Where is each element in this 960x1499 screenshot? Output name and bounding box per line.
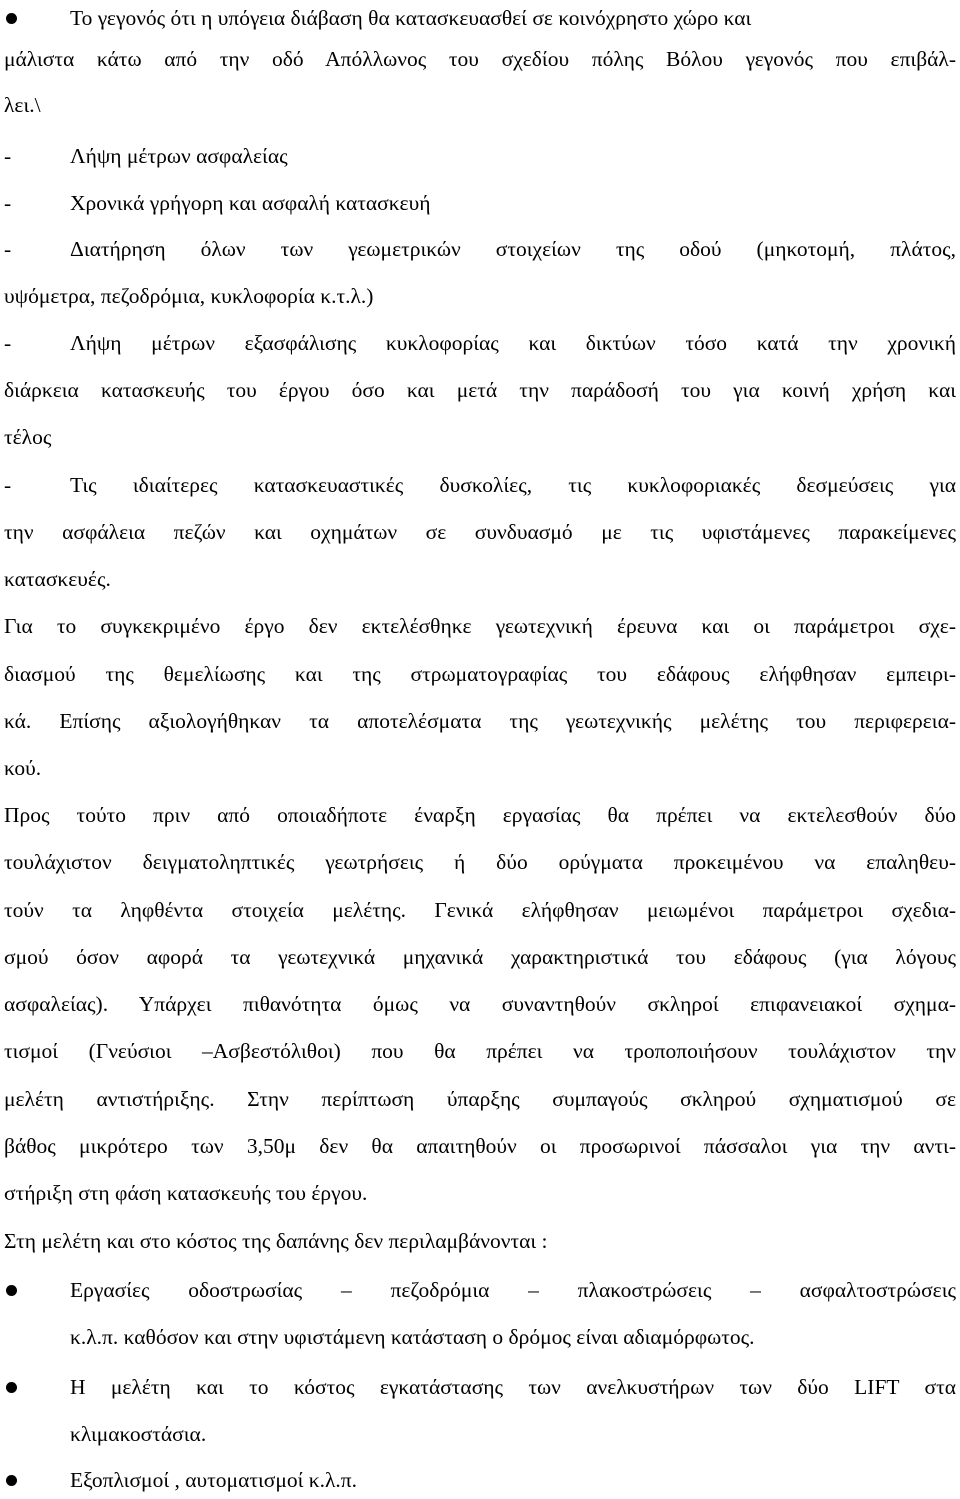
- paragraph-2-line: ασφαλείας). Υπάρχει πιθανότητα όμως να συναντηθούν σκληροί επιφανειακοί σχημα-: [4, 992, 956, 1016]
- paragraph-line: [0, 1084, 960, 1114]
- paragraph-1-line: διασμού της θεμελίωσης και της στρωματογραφίας του εδάφους ελήφθησαν εμπειρι-: [4, 662, 956, 686]
- dash-item-text: Τις ιδιαίτερες κατασκευαστικές δυσκολίες, τις κυκλοφοριακές δεσμεύσεις για: [70, 473, 956, 497]
- paragraph-2-line: βάθος μικρότερο των 3,50μ δεν θα απαιτηθούν οι προσωρινοί πάσσαλοι για την αντι-: [4, 1134, 956, 1158]
- paragraph-1-line: Για το συγκεκριμένο έργο δεν εκτελέσθηκε γεωτεχνική έρευνα και οι παράμετροι σχε-: [4, 614, 956, 638]
- bullet-icon: [6, 1382, 17, 1393]
- dash-item-text: Χρονικά γρήγορη και ασφαλή κατασκευή: [70, 191, 431, 215]
- dash-marker: -: [4, 473, 12, 497]
- paragraph-line: [0, 281, 960, 311]
- bullet-icon: [6, 13, 17, 24]
- exclusion-item-text: Εργασίες οδοστρωσίας – πεζοδρόμια – πλακοστρώσεις – ασφαλτοστρώσεις: [70, 1278, 956, 1302]
- paragraph-line: [0, 1419, 960, 1449]
- paragraph-line: [0, 422, 960, 452]
- paragraph-line: [0, 1322, 960, 1352]
- exclusion-item: [0, 1275, 960, 1305]
- exclusions-heading: Στη μελέτη και στο κόστος της δαπάνης δεν περιλαμβάνονται :: [4, 1229, 548, 1253]
- dash-marker: -: [4, 237, 12, 261]
- bullet-item-1: [0, 3, 960, 33]
- dash-item: [0, 470, 960, 500]
- paragraph-2-line: τουλάχιστον δειγματοληπτικές γεωτρήσεις ή δύο ορύγματα προκειμένου να επαληθευ-: [4, 850, 956, 874]
- paragraph-line: [0, 800, 960, 830]
- dash-item-text: Λήψη μέτρων ασφαλείας: [70, 144, 288, 168]
- bullet-item-text: Το γεγονός ότι η υπόγεια διάβαση θα κατασκευασθεί σε κοινόχρηστο χώρο και: [70, 6, 752, 30]
- paragraph-1-line: κού.: [4, 756, 42, 780]
- dash-item-text-continued: υψόμετρα, πεζοδρόμια, κυκλοφορία κ.τ.λ.): [4, 284, 374, 308]
- paragraph-line: [0, 1178, 960, 1208]
- paragraph-line: [0, 1131, 960, 1161]
- paragraph-line: [0, 517, 960, 547]
- bullet-item-text-continued: μάλιστα κάτω από την οδό Απόλλωνος του σχεδίου πόλης Βόλου γεγονός που επιβάλ-: [4, 47, 956, 71]
- paragraph-2-line: Προς τούτο πριν από οποιαδήποτε έναρξη εργασίας θα πρέπει να εκτελεσθούν δύο: [4, 803, 956, 827]
- dash-marker: -: [4, 331, 12, 355]
- dash-item-text: Λήψη μέτρων εξασφάλισης κυκλοφορίας και δικτύων τόσο κατά την χρονική: [70, 331, 956, 355]
- paragraph-line: [0, 375, 960, 405]
- paragraph-1-line: κά. Επίσης αξιολογήθηκαν τα αποτελέσματα της γεωτεχνικής μελέτης του περιφερεια-: [4, 709, 956, 733]
- bullet-icon: [6, 1285, 17, 1296]
- dash-item-text-continued: την ασφάλεια πεζών και οχημάτων σε συνδυασμό με τις υφιστάμενες παρακείμενες: [4, 520, 956, 544]
- exclusion-item-text: Η μελέτη και το κόστος εγκατάστασης των ανελκυστήρων των δύο LIFT στα: [70, 1375, 956, 1399]
- dash-item-text-continued: διάρκεια κατασκευής του έργου όσο και μετά την παράδοσή του για κοινή χρήση και: [4, 378, 956, 402]
- paragraph-line: [0, 90, 960, 120]
- paragraph-line: [0, 611, 960, 641]
- exclusion-item-text-continued: κλιμακοστάσια.: [70, 1422, 207, 1446]
- dash-item-text: Διατήρηση όλων των γεωμετρικών στοιχείων της οδού (μηκοτομή, πλάτος,: [70, 237, 956, 261]
- paragraph-line: [0, 706, 960, 736]
- paragraph-line: [0, 1036, 960, 1066]
- dash-item-text-continued: κατασκευές.: [4, 567, 111, 591]
- dash-item: [0, 328, 960, 358]
- paragraph-line: [0, 847, 960, 877]
- paragraph-2-line: μελέτη αντιστήριξης. Στην περίπτωση ύπαρξης συμπαγούς σκληρού σχηματισμού σε: [4, 1087, 956, 1111]
- paragraph-line: [0, 1226, 960, 1256]
- paragraph-line: [0, 753, 960, 783]
- dash-item: [0, 141, 960, 171]
- paragraph-line: [0, 564, 960, 594]
- paragraph-line: [0, 44, 960, 74]
- paragraph-line: [0, 895, 960, 925]
- dash-marker: -: [4, 191, 12, 215]
- paragraph-2-line: τισμοί (Γνεύσιοι –Ασβεστόλιθοι) που θα πρέπει να τροποποιήσουν τουλάχιστον την: [4, 1039, 956, 1063]
- exclusion-item: [0, 1465, 960, 1495]
- exclusion-item-text-continued: κ.λ.π. καθόσον και στην υφιστάμενη κατάσταση ο δρόμος είναι αδιαμόρφωτος.: [70, 1325, 755, 1349]
- exclusion-item-text: Εξοπλισμοί , αυτοματισμοί κ.λ.π.: [70, 1468, 358, 1492]
- dash-item-text-continued: τέλος: [4, 425, 52, 449]
- dash-item: [0, 234, 960, 264]
- paragraph-line: [0, 659, 960, 689]
- dash-marker: -: [4, 144, 12, 168]
- paragraph-line: [0, 942, 960, 972]
- exclusion-item: [0, 1372, 960, 1402]
- bullet-icon: [6, 1475, 17, 1486]
- paragraph-2-line: σμού όσον αφορά τα γεωτεχνικά μηχανικά χαρακτηριστικά του εδάφους (για λόγους: [4, 945, 956, 969]
- paragraph-2-line: στήριξη στη φάση κατασκευής του έργου.: [4, 1181, 368, 1205]
- bullet-item-text-continued: λει.\: [4, 93, 41, 117]
- paragraph-line: [0, 989, 960, 1019]
- dash-item: [0, 188, 960, 218]
- paragraph-2-line: τούν τα ληφθέντα στοιχεία μελέτης. Γενικά ελήφθησαν μειωμένοι παράμετροι σχεδια-: [4, 898, 956, 922]
